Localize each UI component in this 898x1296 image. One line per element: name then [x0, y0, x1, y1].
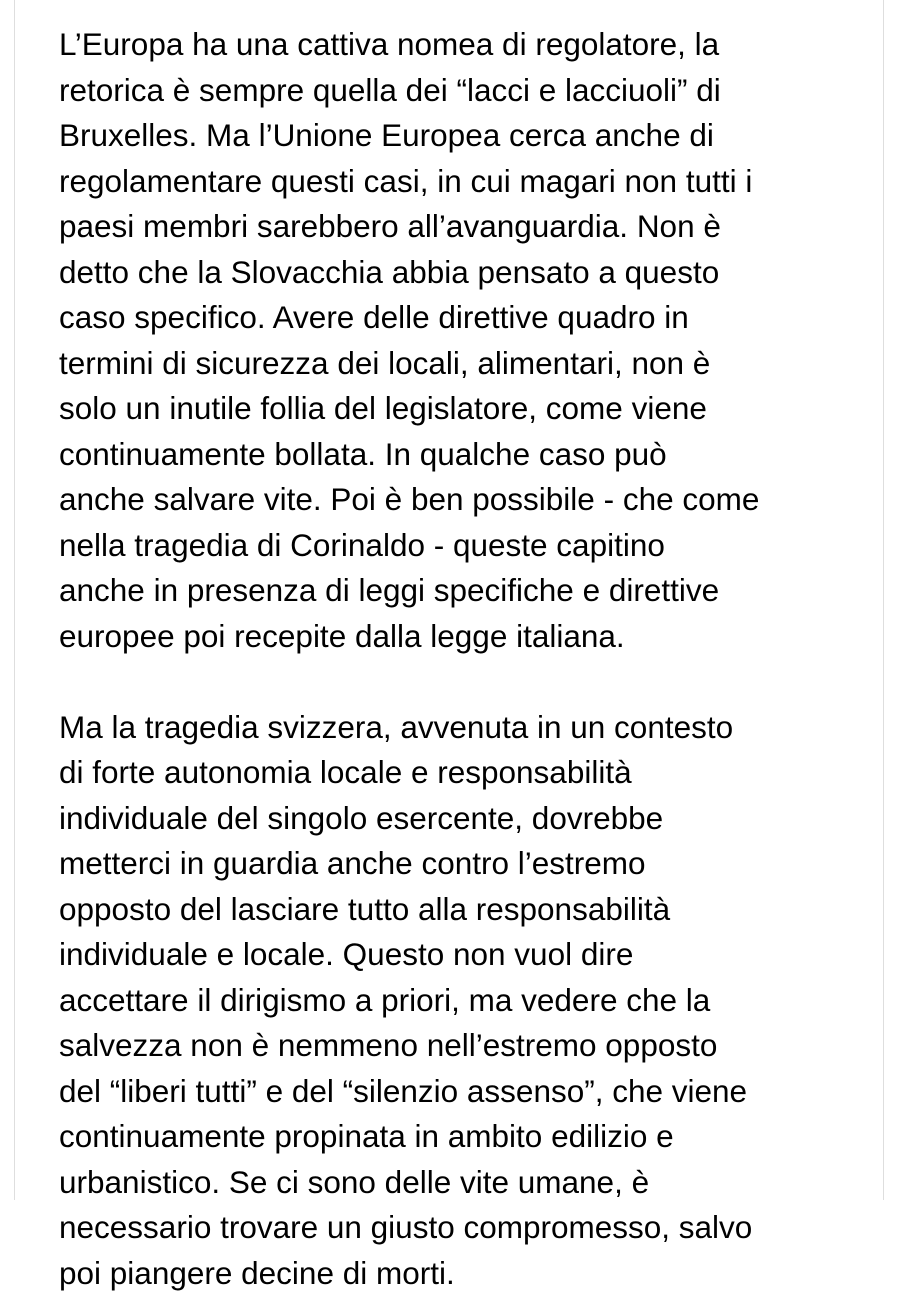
- text-line: Bruxelles. Ma l’Unione Europea cerca anche di: [59, 113, 849, 159]
- text-line: poi piangere decine di morti.: [59, 1251, 849, 1296]
- paragraph-2: [59, 705, 849, 1296]
- text-line: detto che la Slovacchia abbia pensato a questo: [59, 250, 849, 296]
- text-line: necessario trovare un giusto compromesso, salvo: [59, 1205, 849, 1251]
- text-line: nella tragedia di Corinaldo - queste capitino: [59, 523, 849, 569]
- text-line: urbanistico. Se ci sono delle vite umane, è: [59, 1160, 849, 1206]
- left-divider: [14, 0, 15, 1200]
- paragraph-spacer: [59, 659, 849, 705]
- text-line: anche salvare vite. Poi è ben possibile - che come: [59, 477, 849, 523]
- text-line: anche in presenza di leggi specifiche e direttive: [59, 568, 849, 614]
- text-line: retorica è sempre quella dei “lacci e lacciuoli” di: [59, 68, 849, 114]
- text-line: metterci in guardia anche contro l’estremo: [59, 841, 849, 887]
- text-line: solo un inutile follia del legislatore, come viene: [59, 386, 849, 432]
- right-divider: [883, 0, 884, 1200]
- text-line: paesi membri sarebbero all’avanguardia. Non è: [59, 204, 849, 250]
- text-line: di forte autonomia locale e responsabilità: [59, 750, 849, 796]
- paragraph-1: [59, 22, 849, 659]
- text-line: individuale del singolo esercente, dovrebbe: [59, 796, 849, 842]
- text-line: regolamentare questi casi, in cui magari non tutti i: [59, 159, 849, 205]
- text-line: accettare il dirigismo a priori, ma vedere che la: [59, 978, 849, 1024]
- text-line: termini di sicurezza dei locali, alimentari, non è: [59, 341, 849, 387]
- text-line: del “liberi tutti” e del “silenzio assenso”, che viene: [59, 1069, 849, 1115]
- text-line: continuamente propinata in ambito edilizio e: [59, 1114, 849, 1160]
- text-line: opposto del lasciare tutto alla responsabilità: [59, 887, 849, 933]
- text-line: continuamente bollata. In qualche caso può: [59, 432, 849, 478]
- text-line: Ma la tragedia svizzera, avvenuta in un contesto: [59, 705, 849, 751]
- text-line: L’Europa ha una cattiva nomea di regolatore, la: [59, 22, 849, 68]
- text-line: individuale e locale. Questo non vuol dire: [59, 932, 849, 978]
- text-line: caso specifico. Avere delle direttive quadro in: [59, 295, 849, 341]
- article-text: [59, 22, 849, 1296]
- text-line: salvezza non è nemmeno nell’estremo opposto: [59, 1023, 849, 1069]
- text-line: europee poi recepite dalla legge italiana.: [59, 614, 849, 660]
